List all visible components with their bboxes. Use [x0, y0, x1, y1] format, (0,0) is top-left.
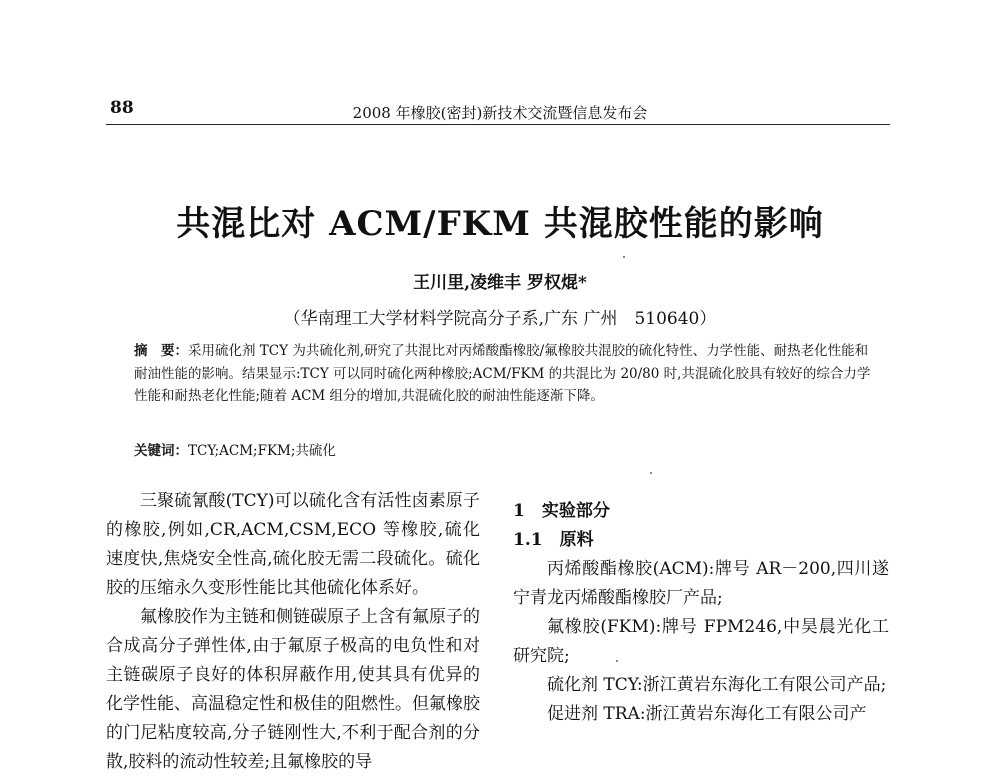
header-rule [106, 124, 890, 125]
body-column-right [513, 487, 889, 729]
abstract-label: 摘 要： [134, 343, 188, 359]
section-heading: 1 实验部分 [513, 501, 610, 521]
scan-speck [616, 660, 618, 662]
running-header-title: 2008 年橡胶(密封)新技术交流暨信息发布会 [352, 104, 648, 122]
keywords-text: TCY;ACM;FKM;共硫化 [188, 443, 336, 459]
page-number: 88 [110, 98, 134, 118]
abstract-text: 采用硫化剂 TCY 为共硫化剂,研究了共混比对丙烯酸酯橡胶/氟橡胶共混胶的硫化特性、力学性能、耐热老化性能和耐油性能的影响。结果显示:TCY 可以同时硫化两种橡胶;ACM/FKM 的共混比为 20/80 时,共混硫化胶具有较好的综合力学性能和耐热老化性能;随着 ACM 组分的增加,共混硫化胶的耐油性能逐渐下降。 [134, 343, 871, 404]
keywords-label: 关键词： [134, 443, 188, 459]
author-list: 王川里,凌维丰 罗权焜* [413, 273, 587, 293]
article-title: 共混比对 ACM/FKM 共混胶性能的影响 [176, 204, 824, 244]
subsection-heading: 1.1 原料 [513, 530, 594, 550]
body-paragraph: 氟橡胶作为主链和侧链碳原子上含有氟原子的合成高分子弹性体,由于氟原子极高的电负性和对主链碳原子良好的体积屏蔽作用,使其具有优异的化学性能、高温稳定性和极佳的阻燃性。但氟橡胶的门尼粘度较高,分子链刚性大,不利于配合剂的分散,胶料的流动性较差;且氟橡胶的导 [106, 607, 480, 772]
body-paragraph: 丙烯酸酯橡胶(ACM):牌号 AR－200,四川遂宁青龙丙烯酸酯橡胶厂产品; [513, 559, 889, 608]
body-paragraph: 硫化剂 TCY:浙江黄岩东海化工有限公司产品; [547, 675, 887, 695]
scan-speck [623, 256, 625, 258]
body-column-left [106, 487, 480, 777]
scan-speck [650, 472, 652, 474]
body-paragraph: 促进剂 TRA:浙江黄岩东海化工有限公司产 [547, 704, 867, 724]
body-paragraph: 三聚硫氰酸(TCY)可以硫化含有活性卤素原子的橡胶,例如,CR,ACM,CSM,ECO 等橡胶,硫化速度快,焦烧安全性高,硫化胶无需二段硫化。硫化胶的压缩永久变形性能比其他硫化体系好。 [106, 491, 480, 598]
author-affiliation: （华南理工大学材料学院高分子系,广东 广州 510640） [283, 309, 717, 329]
body-paragraph: 氟橡胶(FKM):牌号 FPM246,中昊晨光化工研究院; [513, 617, 889, 666]
keywords [134, 439, 874, 459]
abstract [134, 340, 874, 408]
